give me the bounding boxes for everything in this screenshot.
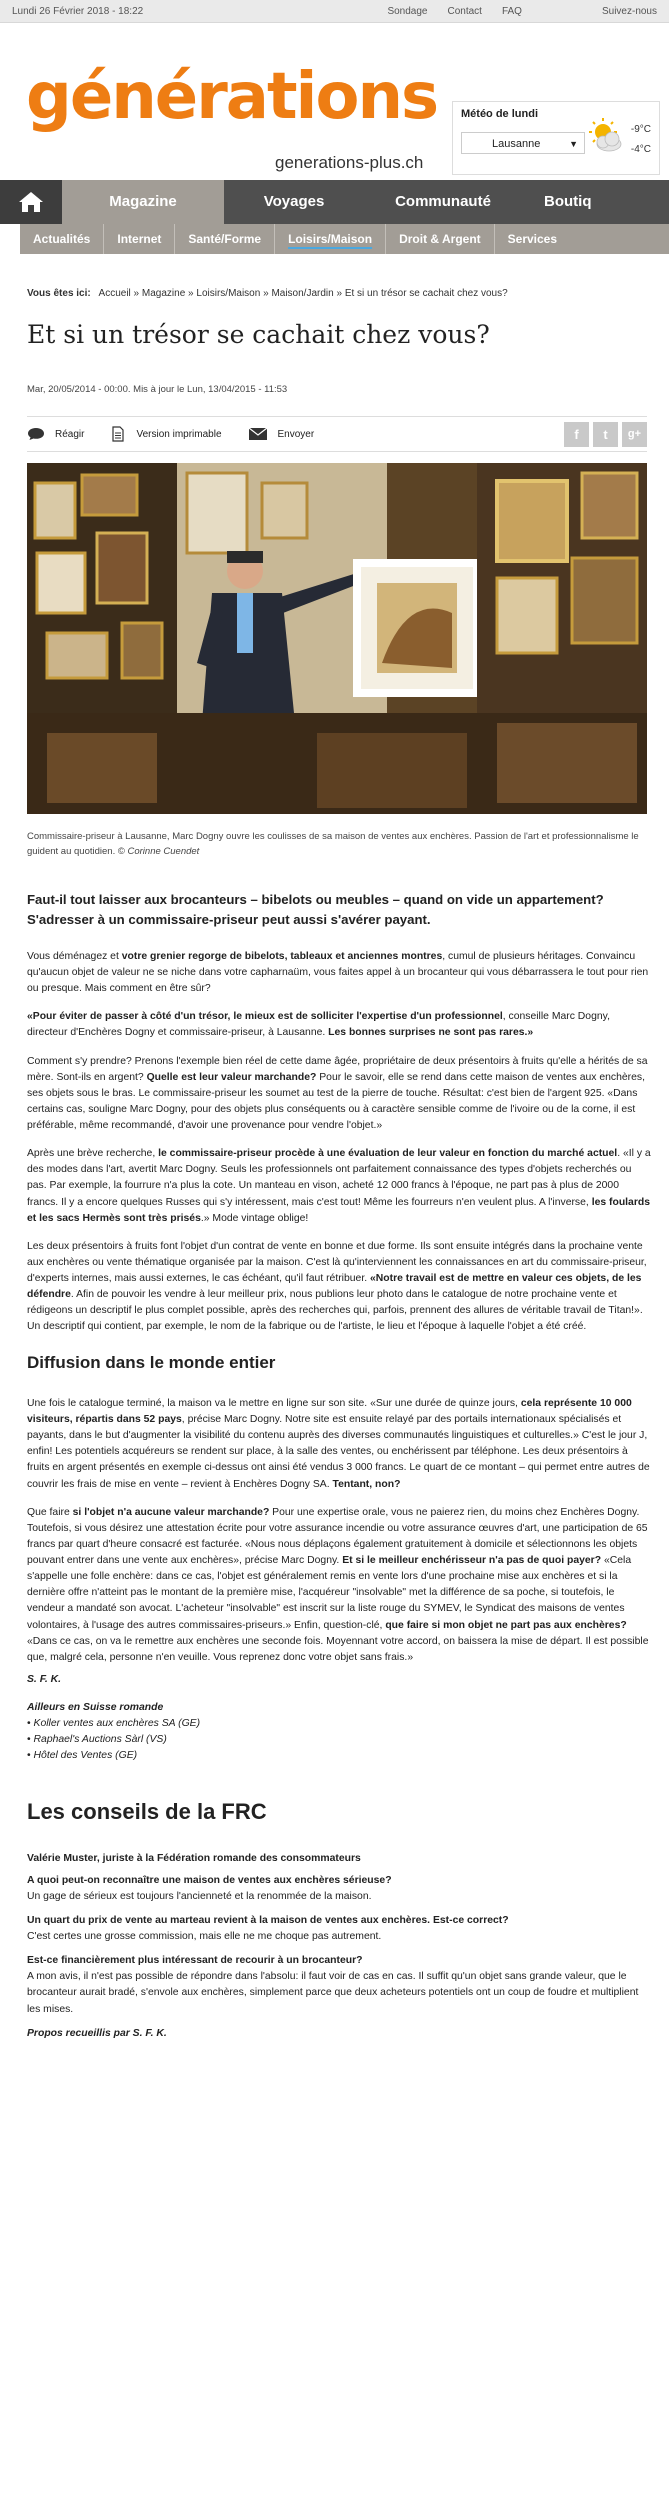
frc-question: A quoi peut-on reconnaître une maison de ventes aux enchères sérieuse? xyxy=(27,1874,392,1886)
chevron-down-icon: ▼ xyxy=(569,139,578,149)
paragraph: Que faire si l'objet n'a aucune valeur marchande? Pour une expertise orale, vous ne paierez rien, du moins chez Enchères Dogny. Toutefois, si vous désirez une attestation écrite pour votre assurance incendie ou votre assurance œuvres d'art, une participation de 65 francs par quart d'heure consacré est facturée. «Nous nous déplaçons également gratuitement à domicile et sélectionnons les objets pouvant entrer dans une vente aux enchères», précise Marc Dogny. Et si le meilleur enchérisseur n'a pas de quoi payer? «Cela s'appelle une folle enchère: dans ce cas, l'objet est généralement remis en vente lors d'une prochaine mise aux enchères et si la dernière offre n'atteint pas le montant de la première mise, l'acquéreur "insolvable" met la différence de sa poche, si toutefois, le vendeur a mandaté son avocat. L'acheteur "insolvable" est inscrit sur la liste rouge du SYMEV, le Syndicat des maisons de ventes volontaires, à l'usage des autres commissaires-priseurs.» Enfin, question-clé, que faire si mon objet ne part pas aux enchères? «Dans ce cas, on va le remettre aux enchères une seconde fois. Moyennant votre accord, on baissera la mise de départ. Il est possible que, malgré cela, personne n'en veuille. Vous reprenez donc votre objet sans frais.» xyxy=(27,1506,649,1663)
top-bar xyxy=(0,0,669,23)
list-item: • Koller ventes aux enchères SA (GE) xyxy=(27,1716,652,1732)
paragraph: Après une brève recherche, le commissaire-priseur procède à une évaluation de leur valeur en fonction du marché actuel. «Il y a des modes dans l'art, avertit Marc Dogny. Seuls les professionnels ont parfaitement connaissance des types d'objets recherchés ou pas. Par exemple, la fourrure n'a plus la cote. Un manteau en vison, acheté 12 000 francs à l'époque, ne part pas à plus de 2000 francs. Il y a encore quelques Russes qui s'y intéressent, mais c'est tout! Même les fourreurs n'en veulent plus. A l'inverse, les foulards et les sacs Hermès sont très prisés.» Mode vintage oblige! xyxy=(27,1148,651,1224)
frc-question: Un quart du prix de vente au marteau revient à la maison de ventes aux enchères. Est-ce correct? xyxy=(27,1914,509,1926)
current-date: Lundi 26 Février 2018 - 18:22 xyxy=(12,5,144,17)
breadcrumb-separator: » xyxy=(333,288,345,299)
send-button[interactable] xyxy=(248,427,315,441)
caption-credit: Corinne Cuendet xyxy=(127,845,200,857)
send-label: Envoyer xyxy=(277,428,315,440)
section-heading-diffusion: Diffusion dans le monde entier xyxy=(27,1352,276,1372)
weather-widget xyxy=(452,101,660,175)
facebook-icon[interactable]: f xyxy=(564,422,589,447)
article-tools xyxy=(27,416,647,452)
print-label: Version imprimable xyxy=(136,428,222,440)
site-logo[interactable]: générations xyxy=(26,60,438,134)
paragraph: Les deux présentoirs à fruits font l'objet d'un contrat de vente en bonne et due forme. Ils sont ensuite intégrés dans la prochaine vente aux enchères ou vente thématique organisée par la maison. C'est là qu'interviennent les connaissances en art du commissaire-priseur, d'experts internes, mais aussi externes, le cas échéant, qu'il faut rétribuer. «Notre travail est de mettre en valeur ces objets, de les défendre. Afin de pouvoir les vendre à leur meilleur prix, nous publions leur photo dans le catalogue de notre prochaine vente et rédigeons un descriptif le plus complet possible, après des recherches qui, parfois, prennent des allures de véritable travail de Titan!». Un descriptif qui contient, par exemple, le nom de la fabrique ou de l'artiste, le lieu et l'époque à laquelle l'objet a été créé. xyxy=(27,1240,647,1333)
top-link-faq[interactable]: FAQ xyxy=(501,5,522,17)
frc-intro: Valérie Muster, juriste à la Fédération romande des consommateurs xyxy=(27,1852,361,1864)
section-heading-frc: Les conseils de la FRC xyxy=(27,1798,267,1824)
collected-by: Propos recueillis par S. F. K. xyxy=(27,2027,167,2039)
breadcrumb xyxy=(27,288,508,299)
envelope-icon xyxy=(248,427,268,441)
top-link-sondage[interactable]: Sondage xyxy=(387,5,428,17)
paragraph: «Pour éviter de passer à côté d'un trésor, le mieux est de solliciter l'expertise d'un professionnel, conseille Marc Dogny, directeur d'Enchères Dogny et commissaire-priseur, à Lausanne. Les bonnes surprises ne sont pas rares.» xyxy=(27,1011,610,1039)
home-icon xyxy=(18,191,44,213)
nav-communaute[interactable]: Communauté xyxy=(395,193,491,210)
page-title: Et si un trésor se cachait chez vous? xyxy=(27,320,490,349)
follow-us-link[interactable]: Suivez-nous xyxy=(601,5,657,17)
breadcrumb-maison-jardin[interactable]: Maison/Jardin xyxy=(271,288,334,299)
sub-nav xyxy=(20,224,669,254)
weather-temp-low: -9°C xyxy=(630,124,651,135)
subnav-services[interactable]: Services xyxy=(507,232,558,246)
react-button[interactable] xyxy=(27,427,84,441)
print-button[interactable] xyxy=(110,426,221,442)
frc-question: Est-ce financièrement plus intéressant de recourir à un brocanteur? xyxy=(27,1955,363,1967)
home-button[interactable] xyxy=(0,180,62,224)
nav-voyages[interactable]: Voyages xyxy=(263,193,325,210)
paragraph: Vous déménagez et votre grenier regorge de bibelots, tableaux et anciennes montres, cumul de plusieurs héritages. Convaincu qu'aucun objet de valeur ne se niche dans votre capharnaüm, vous faites appel à un brocanteur qui vous débarrassera le tout pour rien ou presque. Mais comment en être sûr? xyxy=(27,950,649,995)
article-body xyxy=(27,890,652,2042)
paragraph: Une fois le catalogue terminé, la maison va le mettre en ligne sur son site. «Sur une durée de quinze jours, cela représente 10 000 visiteurs, répartis dans 52 pays, précise Marc Dogny. Notre site est ensuite relayé par des portails internationaux spécialisés et payants, dans le but d'augmenter la visibilité du contenu auprès des diverses communautés linguistiques et culturelles.» C'est le jour J, enfin! Les potentiels acquéreurs se rendent sur place, à la salle des ventes, ou enchérissent par téléphone. Les deux présentoirs à fruits en argent présentés en exemple ci-dessus ont ainsi été vendus 3 000 francs. Le quart de ce montant – qui permet entre autres de couvrir les frais de mise en vente – revient à Enchères Dogny SA. Tentant, non? xyxy=(27,1397,650,1490)
weather-city-select[interactable] xyxy=(461,132,585,154)
social-share xyxy=(564,422,647,447)
subnav-sante-forme[interactable]: Santé/Forme xyxy=(175,224,275,254)
site-header xyxy=(0,23,669,176)
photo-caption xyxy=(27,830,647,859)
react-label: Réagir xyxy=(55,428,85,440)
subnav-loisirs-maison[interactable]: Loisirs/Maison xyxy=(275,224,386,254)
article-photo xyxy=(27,463,647,814)
weather-title: Météo de lundi xyxy=(461,108,538,120)
breadcrumb-separator: » xyxy=(130,288,142,299)
frc-answer: C'est certes une grosse commission, mais elle ne me choque pas autrement. xyxy=(27,1931,382,1943)
list-item: • Hôtel des Ventes (GE) xyxy=(27,1748,652,1764)
breadcrumb-separator: » xyxy=(185,288,197,299)
document-icon xyxy=(110,426,126,442)
paragraph: Comment s'y prendre? Prenons l'exemple bien réel de cette dame âgée, propriétaire de deux présentoirs à fruits qu'elle a hérités de sa mère. Sont-ils en argent? Quelle est leur valeur marchande? Pour le savoir, elle se rend dans cette maison de ventes aux enchères, ses objets sous le bras. Le commissaire-priseur les soumet au test de la pierre de touche. Résultat: c'est bien de l'argent 925. «Dans certains cas, souligne Marc Dogny, pour des objets plus conséquents ou à caractère sensible comme de l'ivoire ou de la corne, il est préférable, même recommandé, d'avoir une provenance pour vendre l'objet.» xyxy=(27,1055,648,1132)
top-link-contact[interactable]: Contact xyxy=(447,5,482,17)
twitter-icon[interactable]: t xyxy=(593,422,618,447)
ailleurs-list xyxy=(27,1716,652,1764)
nav-magazine[interactable]: Magazine xyxy=(62,180,224,224)
breadcrumb-current: Et si un trésor se cachait chez vous? xyxy=(344,288,508,299)
article-meta: Mar, 20/05/2014 - 00:00. Mis à jour le Lun, 13/04/2015 - 11:53 xyxy=(27,384,288,395)
breadcrumb-magazine[interactable]: Magazine xyxy=(141,288,186,299)
frc-answer: A mon avis, il n'est pas possible de répondre dans l'absolu: il faut voir de cas en cas. Il suffit qu'un objet sans grande valeur, que le brocanteur aurait bradé, s'envole aux enchères, simplement parce que deux acheteurs potentiels ont un coup de foudre et multiplient les mises. xyxy=(27,1971,639,2015)
weather-city-value: Lausanne xyxy=(492,138,541,150)
author-signature: S. F. K. xyxy=(27,1673,62,1685)
auction-room-photo xyxy=(27,463,647,814)
caption-text: Commissaire-priseur à Lausanne, Marc Dogny ouvre les coulisses de sa maison de ventes aux enchères. Passion de l'art et professionnalisme le guident au quotidien. © xyxy=(27,831,639,857)
main-nav xyxy=(0,180,669,224)
breadcrumb-accueil[interactable]: Accueil xyxy=(98,288,131,299)
site-logo-subtitle: generations-plus.ch xyxy=(275,153,424,172)
ailleurs-heading: Ailleurs en Suisse romande xyxy=(27,1702,164,1713)
sun-cloud-icon xyxy=(585,116,625,156)
top-links xyxy=(387,6,522,17)
frc-answer: Un gage de sérieux est toujours l'ancienneté et la renommée de la maison. xyxy=(27,1890,372,1902)
weather-temp-high: -4°C xyxy=(630,144,651,155)
google-plus-icon[interactable]: g+ xyxy=(622,422,647,447)
breadcrumb-separator: » xyxy=(260,288,272,299)
list-item: • Raphael's Auctions Sàrl (VS) xyxy=(27,1732,652,1748)
breadcrumb-label: Vous êtes ici: xyxy=(27,288,91,299)
subnav-actualites[interactable]: Actualités xyxy=(20,224,104,254)
subnav-internet[interactable]: Internet xyxy=(104,224,175,254)
nav-boutique[interactable]: Boutiq xyxy=(544,193,592,210)
subnav-droit-argent[interactable]: Droit & Argent xyxy=(386,224,495,254)
speech-bubble-icon xyxy=(27,427,45,441)
breadcrumb-loisirs-maison[interactable]: Loisirs/Maison xyxy=(196,288,261,299)
article-lead: Faut-il tout laisser aux brocanteurs – bibelots ou meubles – quand on vide un appartement? S'adresser à un commissaire-priseur peut aussi s'avérer payant. xyxy=(27,892,604,928)
